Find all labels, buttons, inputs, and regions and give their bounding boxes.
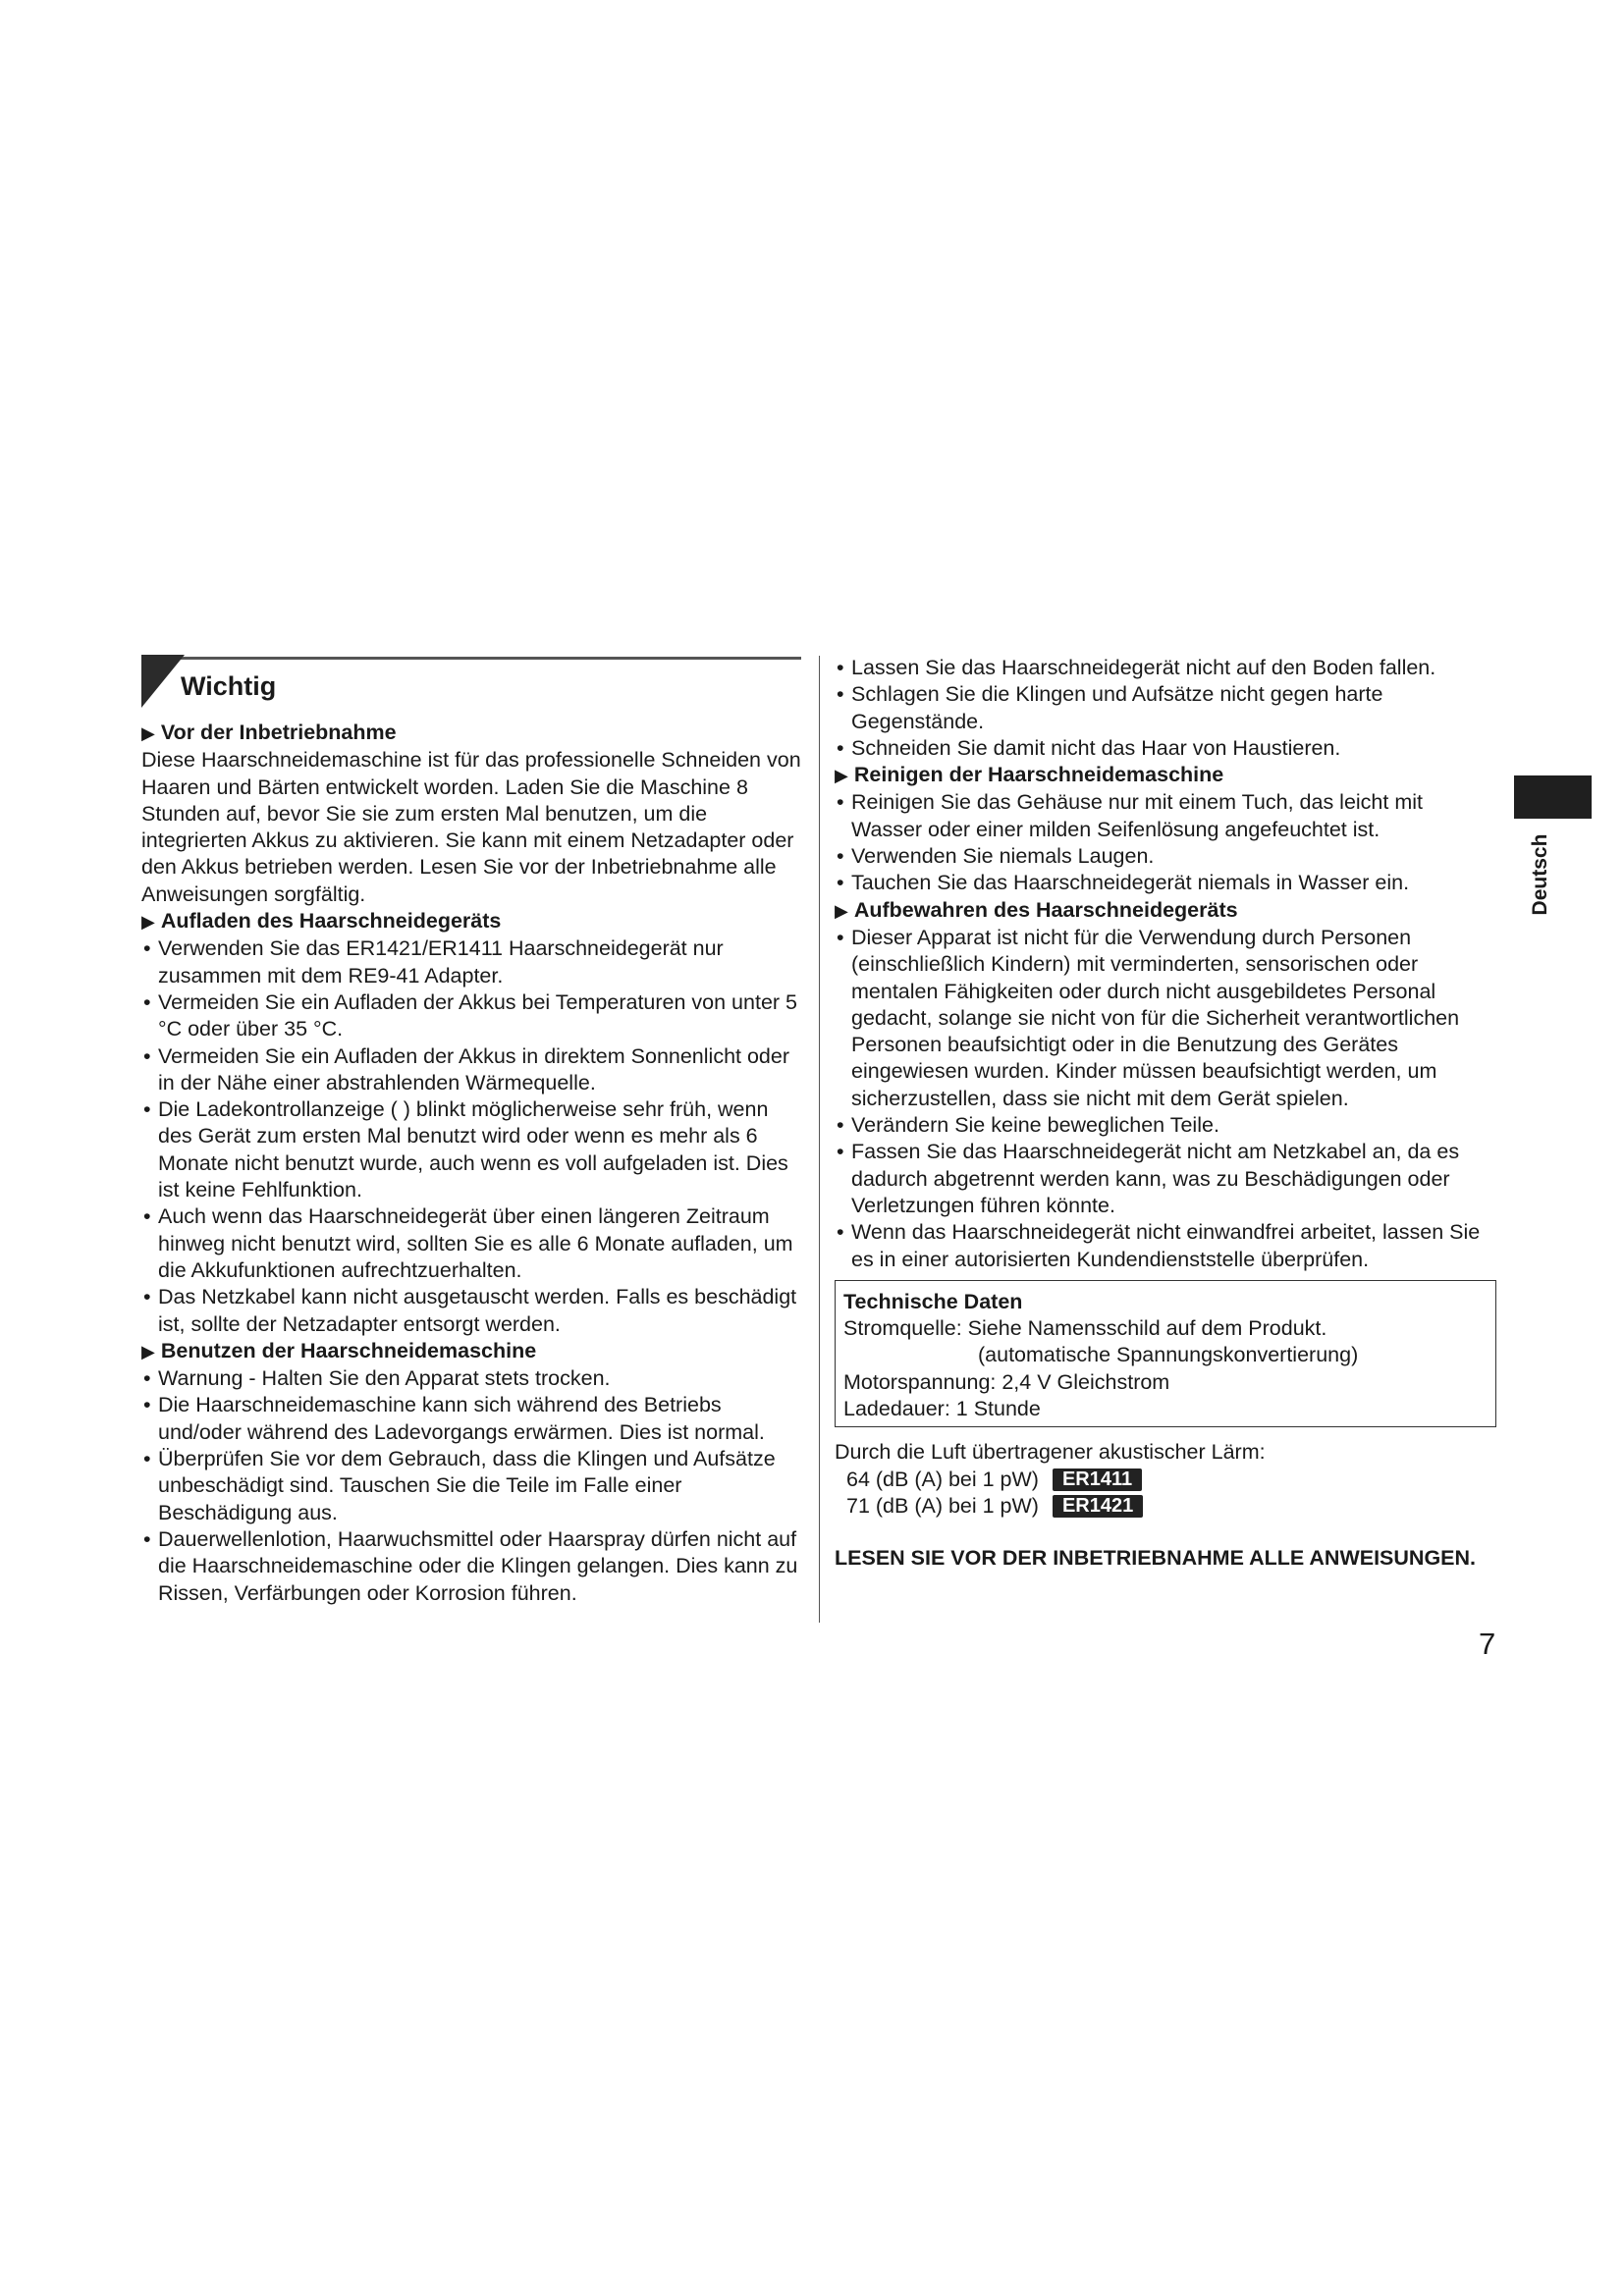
column-divider xyxy=(819,656,820,1623)
list-item: • Dieser Apparat ist nicht für die Verwendung durch Personen (einschließlich Kindern) mit verminderten, sensorischen oder mentalen Fähigkeiten oder durch nicht ausgebildetes Personal gedacht, solange sie nicht von für die Sicherheit verantwortlichen Personen beaufsichtigt oder in die Benutzung des Gerätes eingewiesen wurden. Kinder müssen beaufsichtigt werden, um sicherzustellen, dass sie nicht mit dem Gerät spielen. xyxy=(835,925,1496,1112)
list-item: • Vermeiden Sie ein Aufladen der Akkus bei Temperaturen von unter 5 °C oder über 35 °C. xyxy=(141,989,801,1043)
list-item: • Schneiden Sie damit nicht das Haar von Haustieren. xyxy=(835,735,1496,762)
list-item: • Überprüfen Sie vor dem Gebrauch, dass die Klingen und Aufsätze unbeschädigt sind. Tauschen Sie die Teile im Falle einer Beschädigung aus. xyxy=(141,1446,801,1526)
left-column xyxy=(141,655,801,1607)
section-heading: ▶ Reinigen der Haarschneidemaschine xyxy=(835,762,1496,789)
list-item: • Tauchen Sie das Haarschneidegerät niemals in Wasser ein. xyxy=(835,870,1496,896)
list-item: • Verwenden Sie niemals Laugen. xyxy=(835,843,1496,870)
noise-row xyxy=(835,1467,1496,1493)
bullet-list xyxy=(835,789,1496,896)
list-item: • Verändern Sie keine beweglichen Teile. xyxy=(835,1112,1496,1139)
list-item: • Wenn das Haarschneidegerät nicht einwandfrei arbeitet, lassen Sie es in einer autorisierten Kundendienststelle überprüfen. xyxy=(835,1219,1496,1273)
list-item: • Fassen Sie das Haarschneidegerät nicht am Netzkabel an, da es dadurch abgetrennt werden kann, was zu Beschädigungen oder Verletzungen führen könnte. xyxy=(835,1139,1496,1219)
list-item: • Die Ladekontrollanzeige ( ) blinkt möglicherweise sehr früh, wenn des Gerät zum ersten Mal benutzt wird oder wenn es mehr als 6 Monate nicht benutzt wurde, auch wenn es voll aufgeladen ist. Dies ist keine Fehlfunktion. xyxy=(141,1096,801,1203)
right-column xyxy=(835,655,1496,1573)
read-instructions-warning: LESEN SIE VOR DER INBETRIEBNAHME ALLE ANWEISUNGEN. xyxy=(835,1546,1477,1571)
technical-data-box xyxy=(835,1280,1496,1427)
list-item: • Dauerwellenlotion, Haarwuchsmittel oder Haarspray dürfen nicht auf die Haarschneidemaschine oder die Klingen gelangen. Dies kann zu Rissen, Verfärbungen oder Korrosion führen. xyxy=(141,1526,801,1607)
noise-intro: Durch die Luft übertragener akustischer Lärm: xyxy=(835,1440,1266,1465)
motor-voltage: Motorspannung: 2,4 V Gleichstrom xyxy=(843,1369,1170,1394)
section-heading: ▶ Vor der Inbetriebnahme xyxy=(141,720,801,747)
section-reinigen xyxy=(835,762,1496,896)
section-aufbewahren xyxy=(835,897,1496,1273)
section-benutzen xyxy=(141,1338,801,1607)
noise-value: 71 (dB (A) bei 1 pW) xyxy=(846,1493,1039,1518)
bullet-list xyxy=(141,935,801,1337)
list-item: • Lassen Sie das Haarschneidegerät nicht auf den Boden fallen. xyxy=(835,655,1496,681)
noise-value: 64 (dB (A) bei 1 pW) xyxy=(846,1467,1039,1491)
technical-data-title: Technische Daten xyxy=(843,1289,1023,1313)
power-source-note: (automatische Spannungskonvertierung) xyxy=(978,1343,1359,1367)
arrow-right-icon: ▶ xyxy=(141,1341,155,1362)
section-heading: ▶ Aufladen des Haarschneidegeräts xyxy=(141,908,801,935)
bullet-list xyxy=(835,925,1496,1273)
triangle-marker-icon xyxy=(141,655,185,708)
section-heading: ▶ Benutzen der Haarschneidemaschine xyxy=(141,1338,801,1365)
language-tab-label: Deutsch xyxy=(1529,833,1551,916)
list-item: • Auch wenn das Haarschneidegerät über einen längeren Zeitraum hinweg nicht benutzt wird, sollten Sie es alle 6 Monate aufladen, um die Akkufunktionen aufrechtzuerhalten. xyxy=(141,1203,801,1284)
language-tab-marker xyxy=(1514,775,1592,819)
arrow-right-icon: ▶ xyxy=(141,912,155,933)
list-item: • Warnung - Halten Sie den Apparat stets trocken. xyxy=(141,1365,801,1392)
bullet-list xyxy=(835,655,1496,762)
section-aufladen xyxy=(141,908,801,1338)
section-vor-der-inbetriebnahme xyxy=(141,720,801,908)
header-rule xyxy=(141,657,801,660)
list-item: • Reinigen Sie das Gehäuse nur mit einem Tuch, das leicht mit Wasser oder einer milden Seifenlösung angefeuchtet ist. xyxy=(835,789,1496,843)
arrow-right-icon: ▶ xyxy=(141,723,155,743)
list-item: • Die Haarschneidemaschine kann sich während des Betriebs und/oder während des Ladevorgangs erwärmen. Dies ist normal. xyxy=(141,1392,801,1446)
wichtig-title: Wichtig xyxy=(181,671,277,701)
section-text: Diese Haarschneidemaschine ist für das professionelle Schneiden von Haaren und Bärten entwickelt worden. Laden Sie die Maschine 8 Stunden auf, bevor Sie sie zum ersten Mal benutzen, um die integrierten Akkus zu aktivieren. Sie kann mit einem Netzadapter oder den Akkus betrieben werden. Lesen Sie vor der Inbetriebnahme alle Anweisungen sorgfältig. xyxy=(141,748,801,906)
page-number: 7 xyxy=(1479,1627,1496,1661)
list-item: • Vermeiden Sie ein Aufladen der Akkus in direktem Sonnenlicht oder in der Nähe einer abstrahlenden Wärmequelle. xyxy=(141,1043,801,1097)
charging-time: Ladedauer: 1 Stunde xyxy=(843,1397,1041,1421)
arrow-right-icon: ▶ xyxy=(835,766,848,786)
bullet-list xyxy=(141,1365,801,1607)
list-item: • Verwenden Sie das ER1421/ER1411 Haarschneidegerät nur zusammen mit dem RE9-41 Adapter. xyxy=(141,935,801,989)
noise-row xyxy=(835,1493,1496,1520)
list-item: • Schlagen Sie die Klingen und Aufsätze nicht gegen harte Gegenstände. xyxy=(835,681,1496,735)
section-heading: ▶ Aufbewahren des Haarschneidegeräts xyxy=(835,897,1496,925)
power-source: Stromquelle: Siehe Namensschild auf dem Produkt. xyxy=(843,1316,1327,1341)
arrow-right-icon: ▶ xyxy=(835,900,848,921)
model-badge: ER1421 xyxy=(1053,1495,1143,1518)
wichtig-header xyxy=(141,655,801,706)
list-item: • Das Netzkabel kann nicht ausgetauscht werden. Falls es beschädigt ist, sollte der Netzadapter entsorgt werden. xyxy=(141,1284,801,1338)
model-badge: ER1411 xyxy=(1053,1468,1142,1491)
